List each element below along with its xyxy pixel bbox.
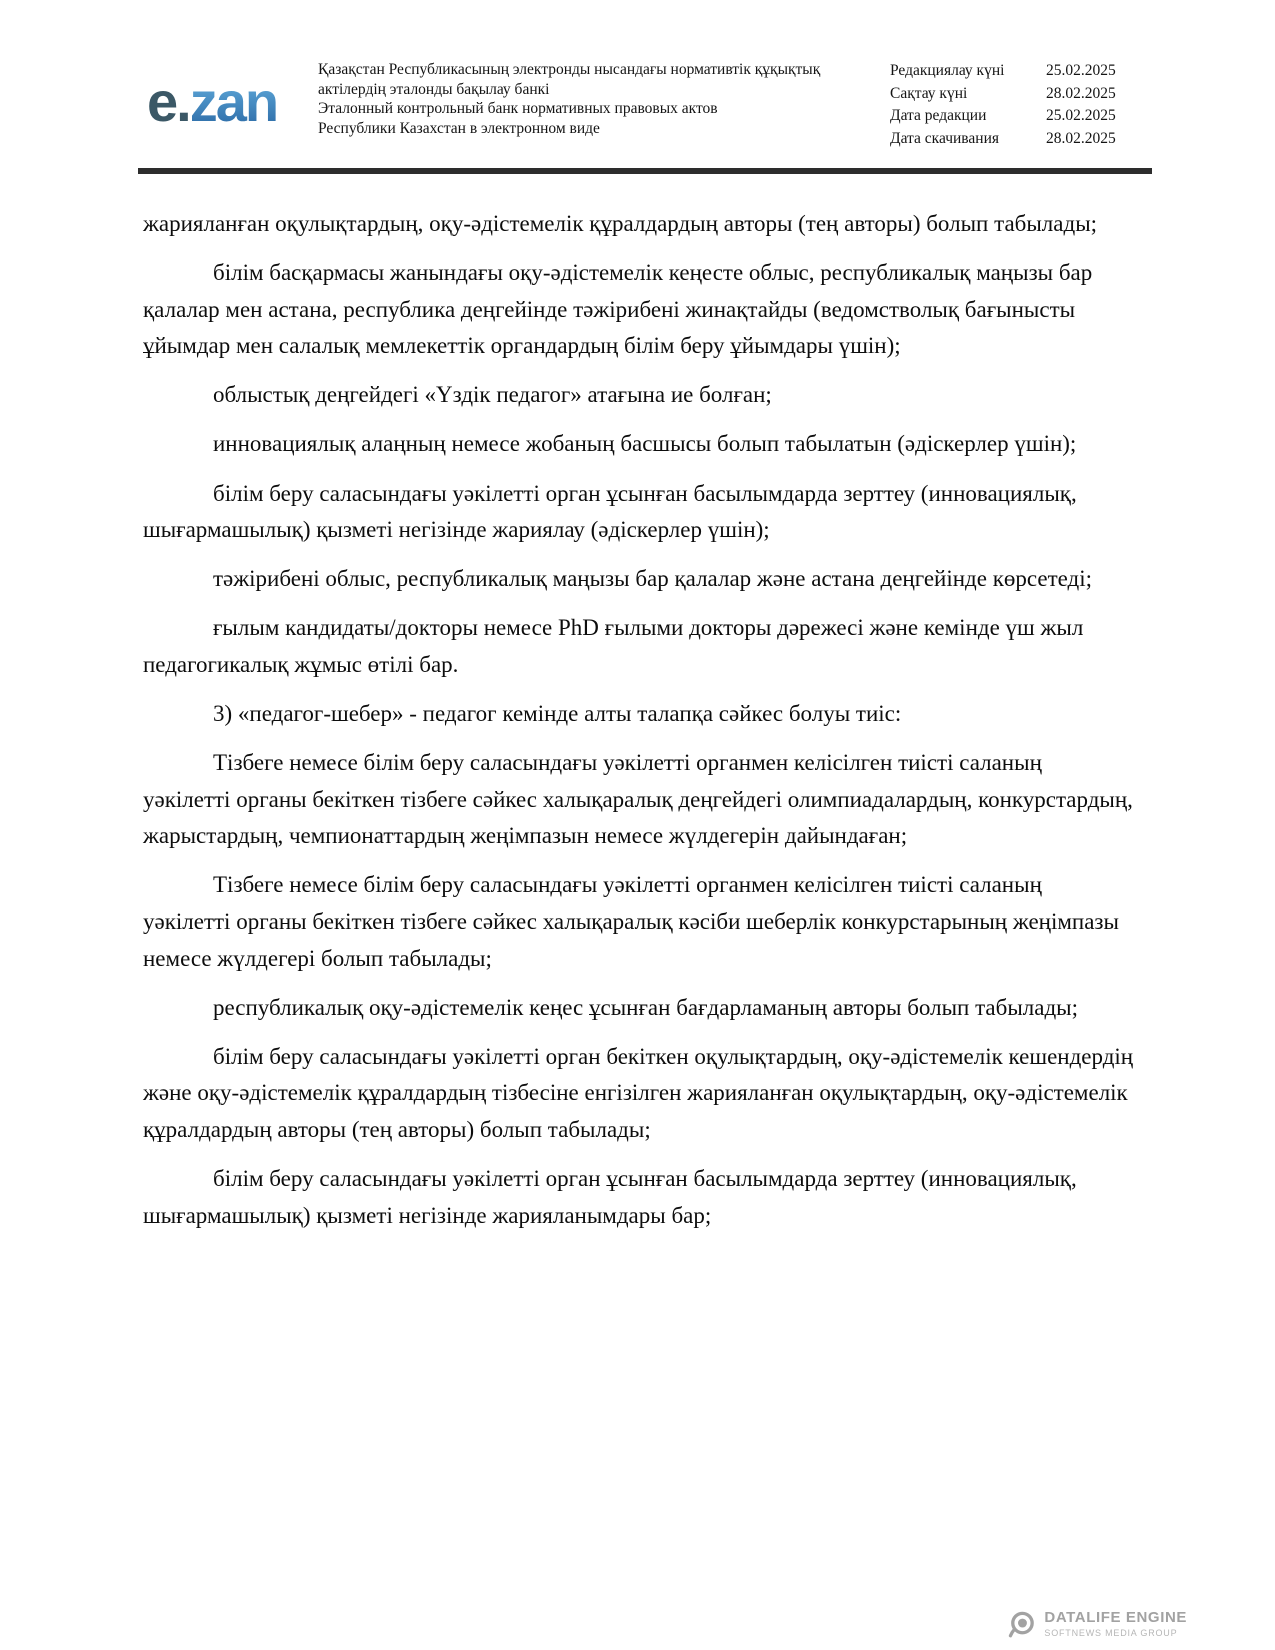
paragraph: Тізбеге немесе білім беру саласындағы уәкілетті органмен келісілген тиісті саланың уәкілетті органы бекіткен тізбеге сәйкес халықаралық деңгейдегі олимпиадалардың, конкурстардың, жарыстардың, чемпионаттардың жеңімпазын немесе жүлдегерін дайындаған; <box>143 750 1133 849</box>
paragraph: Тізбеге немесе білім беру саласындағы уәкілетті органмен келісілген тиісті саланың уәкілетті органы бекіткен тізбеге сәйкес халықаралық кәсіби шеберлік конкурстарының жеңімпазы немесе жүлдегері болып табылады; <box>143 872 1119 971</box>
datalife-engine-logo <box>1006 1609 1187 1640</box>
bank-title-russian-line2: Республики Казахстан в электронном виде <box>318 119 600 137</box>
date-value-edit-kk: 25.02.2025 <box>1046 62 1116 79</box>
datalife-engine-name: DATALIFE ENGINE <box>1044 1609 1187 1627</box>
paragraph: инновациялық алаңның немесе жобаның басшысы болып табылатын (әдіскерлер үшін); <box>213 431 1077 457</box>
date-label-save-kk: Сақтау күні <box>890 84 968 102</box>
datalife-eye-icon <box>1006 1609 1037 1640</box>
date-label-edit-ru: Дата редакции <box>890 107 987 124</box>
paragraph: білім басқармасы жанындағы оқу-әдістемелік кеңесте облыс, республикалық маңызы бар қалалар мен астана, республика деңгейінде тәжірибені жинақтайды (ведомстволық бағынысты ұйымдар мен салалық мемлекеттік органдардың білім беру ұйымдары үшін); <box>143 260 1093 359</box>
date-value-save-kk: 28.02.2025 <box>1046 84 1116 102</box>
bank-title <box>318 60 870 138</box>
ezan-logo <box>147 70 278 133</box>
date-value-download-ru: 28.02.2025 <box>1046 129 1116 147</box>
document-body <box>143 206 1135 1247</box>
dates-table <box>890 60 1130 150</box>
page-header <box>0 0 1275 168</box>
ezan-logo-suffix: zan <box>189 70 278 133</box>
bank-title-kazakh: Қазақстан Республикасының электронды нысандағы нормативтік құқықтық актілердің эталонды бақылау банкі <box>318 61 821 98</box>
date-label-edit-kk: Редакциялау күні <box>890 62 1005 79</box>
paragraph: жарияланған оқулықтардың, оқу-әдістемелік құралдардың авторы (тең авторы) болып табылады; <box>143 211 1098 236</box>
date-label-download-ru: Дата скачивания <box>890 129 1000 147</box>
paragraph: тәжірибені облыс, республикалық маңызы бар қалалар және астана деңгейінде көрсетеді; <box>213 566 1093 592</box>
paragraph: 3) «педагог-шебер» - педагог кемінде алты талапқа сәйкес болуы тиіс: <box>213 701 902 727</box>
paragraph: республикалық оқу-әдістемелік кеңес ұсынған бағдарламаның авторы болып табылады; <box>213 994 1079 1020</box>
datalife-engine-text <box>1044 1610 1187 1638</box>
date-value-edit-ru: 25.02.2025 <box>1046 107 1116 124</box>
paragraph: білім беру саласындағы уәкілетті орган ұсынған басылымдарда зерттеу (инновациялық, шығармашылық) қызметі негізінде жариялау (әдіскерлер үшін); <box>143 480 1077 543</box>
paragraph: ғылым кандидаты/докторы немесе PhD ғылыми докторы дәрежесі және кемінде үш жыл педагогикалық жұмыс өтілі бар. <box>143 615 1084 677</box>
header-divider <box>138 168 1152 174</box>
ezan-logo-prefix: e. <box>147 70 190 133</box>
paragraph: білім беру саласындағы уәкілетті орган ұсынған басылымдарда зерттеу (инновациялық, шығармашылық) қызметі негізінде жарияланымдары бар; <box>143 1166 1077 1228</box>
softnews-media-group-label: SOFTNEWS MEDIA GROUP <box>1044 1627 1178 1638</box>
paragraph: облыстық деңгейдегі «Үздік педагог» атағына ие болған; <box>213 382 772 408</box>
bank-title-russian-line1: Эталонный контрольный банк нормативных правовых актов <box>318 100 718 117</box>
paragraph: білім беру саласындағы уәкілетті орган бекіткен оқулықтардың, оқу-әдістемелік кешендердің және оқу-әдістемелік құралдардың тізбесіне енгізілген жарияланған оқулықтардың, оқу-әдістемелік құралдардың авторы (тең авторы) болып табылады; <box>143 1043 1134 1142</box>
